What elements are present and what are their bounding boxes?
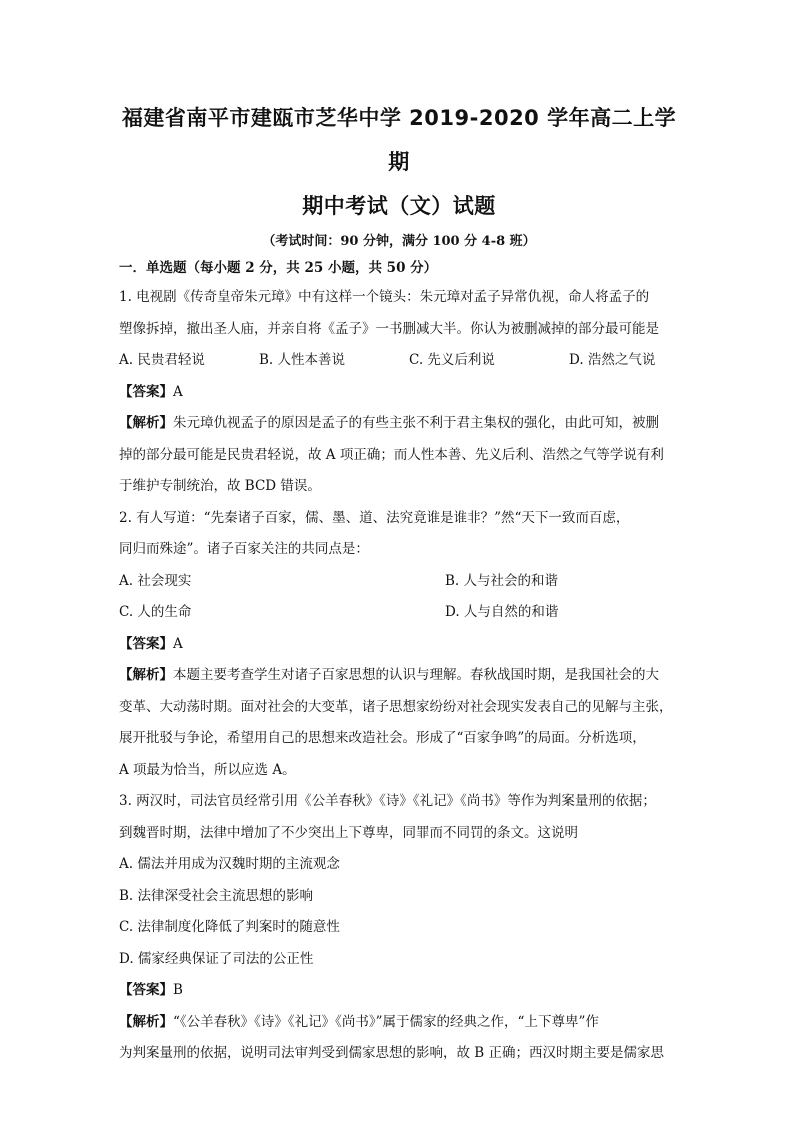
q3-option-d: D. 儒家经典保证了司法的公正性	[119, 950, 314, 967]
q1-analysis-tag: 【解析】	[119, 415, 173, 431]
q2-answer-tag: 【答案】	[119, 635, 173, 652]
question-2	[119, 503, 679, 787]
q2-analysis-line: 展开批驳与争论，希望用自己的思想来改造社会。形成了“百家争鸣”的局面。分析选项，	[119, 730, 646, 746]
doc-subtitle: （考试时间：90 分钟，满分 100 分 4-8 班）	[262, 234, 536, 249]
q2-option-a: A. 社会现实	[119, 572, 192, 589]
q3-analysis-text: “《公羊春秋》《诗》《礼记》《尚书》”属于儒家的经典之作，“上下尊卑”作	[173, 1013, 599, 1030]
q2-analysis-tag: 【解析】	[119, 667, 173, 683]
q3-analysis-line	[119, 1007, 679, 1039]
q2-option-d: D. 人与自然的和谐	[445, 604, 559, 620]
q3-option-a: A. 儒法并用成为汉魏时期的主流观念	[119, 856, 340, 872]
q2-stem-line: 2. 有人写道：“先秦诸子百家，儒、墨、道、法究竟谁是谁非？”然“天下一致而百虑，	[119, 509, 630, 526]
doc-title-line1: 福建省南平市建瓯市芝华中学 2019-2020 学年高二上学期	[121, 106, 677, 174]
q3-option-b: B. 法律深受社会主流思想的影响	[119, 887, 314, 904]
q3-option-c: C. 法律制度化降低了判案时的随意性	[119, 919, 340, 935]
q1-stem-line: 塑像拆掉，撤出圣人庙，并亲自将《孟子》一书删减大半。你认为被删减掉的部分最可能是	[119, 320, 659, 337]
q3-answer-tag: 【答案】	[119, 982, 173, 998]
q2-options-row	[119, 597, 679, 629]
q1-analysis-line: 掉的部分最可能是民贵君轻说，故 A 项正确；而人性本善、先义后利、浩然之气等学说有利	[119, 446, 664, 463]
q2-option-b: B. 人与社会的和谐	[445, 572, 559, 589]
q3-answer	[119, 975, 679, 1007]
q2-analysis-line	[119, 660, 679, 692]
q1-answer-value: A	[173, 383, 183, 400]
doc-title-line2: 期中考试（文）试题	[302, 194, 496, 218]
q2-analysis-text: 本题主要考查学生对诸子百家思想的认识与理解。春秋战国时期，是我国社会的大	[173, 667, 659, 683]
q1-analysis-line: 于维护专制统治，故 BCD 错误。	[119, 478, 321, 494]
q3-stem-line: 3. 两汉时，司法官员经常引用《公羊春秋》《诗》《礼记》《尚书》等作为判案量刑的依据；	[119, 793, 656, 809]
document-page	[119, 96, 679, 1070]
q1-answer	[119, 377, 679, 409]
q1-option-a: A. 民贵君轻说	[119, 352, 205, 368]
q1-answer-tag: 【答案】	[119, 383, 173, 400]
q2-option-c: C. 人的生命	[119, 604, 192, 620]
q3-analysis-line: 为判案量刑的依据，说明司法审判受到儒家思想的影响，故 B 正确；西汉时期主要是儒家思	[119, 1045, 665, 1061]
q1-stem-line: 1. 电视剧《传奇皇帝朱元璋》中有这样一个镜头：朱元璋对孟子异常仇视，命人将孟子的	[119, 289, 650, 305]
q1-option-d: D. 浩然之气说	[569, 352, 656, 368]
q1-analysis-line	[119, 408, 679, 440]
q2-answer	[119, 629, 679, 661]
q2-stem-line: 同归而殊途”。诸子百家关注的共同点是：	[119, 541, 369, 557]
q2-analysis-line: A 项最为恰当，所以应选 A。	[119, 761, 296, 778]
q2-analysis-line: 变革、大动荡时期。面对社会的大变革，诸子思想家纷纷对社会现实发表自己的见解与主张，	[119, 698, 673, 715]
q3-answer-value: B	[173, 982, 183, 998]
question-3	[119, 786, 679, 1070]
section-heading: 一．单选题（每小题 2 分，共 25 小题，共 50 分）	[119, 260, 438, 276]
q1-options	[119, 345, 679, 377]
q1-analysis-text: 朱元璋仇视孟子的原因是孟子的有些主张不利于君主集权的强化，由此可知，被删	[173, 415, 659, 431]
q3-analysis-tag: 【解析】	[119, 1013, 173, 1030]
question-1	[119, 282, 679, 503]
q2-options-row	[119, 566, 679, 598]
q1-option-c: C. 先义后利说	[409, 352, 495, 368]
q1-option-b: B. 人性本善说	[259, 352, 346, 368]
q2-answer-value: A	[173, 635, 183, 652]
q3-stem-line: 到魏晋时期，法律中增加了不少突出上下尊卑，同罪而不同罚的条文。这说明	[119, 824, 578, 841]
